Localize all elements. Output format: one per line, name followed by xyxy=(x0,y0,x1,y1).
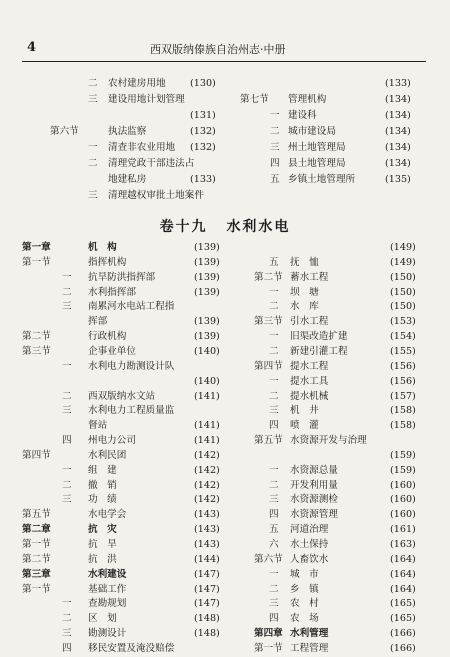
toc-entry-label: 二 xyxy=(269,479,279,491)
toc-entry-label: 二 xyxy=(269,301,279,313)
toc-entry xyxy=(22,448,222,464)
toc-entry-page: (158) xyxy=(390,420,416,432)
toc-entry-label: 六 xyxy=(269,539,279,550)
toc-entry xyxy=(238,314,438,330)
toc-entry-text: 水利民团 xyxy=(88,449,127,461)
toc-column-top-left xyxy=(50,76,240,204)
toc-entry-text: 水土保持 xyxy=(290,539,329,550)
toc-entry xyxy=(240,108,440,124)
toc-entry-text: 水资源总量 xyxy=(290,464,338,476)
toc-entry-text: 督站 xyxy=(88,420,108,432)
toc-entry-text: 建设科 xyxy=(288,110,317,121)
toc-entry xyxy=(238,285,438,301)
toc-entry xyxy=(22,582,222,598)
toc-entry-page: (156) xyxy=(390,360,416,372)
toc-entry xyxy=(22,522,222,538)
toc-entry-text: 水利电力勘测设计队 xyxy=(88,360,175,372)
toc-entry-text: 区 划 xyxy=(88,613,117,625)
toc-entry-label: 三 xyxy=(88,94,98,105)
toc-entry-page: (164) xyxy=(390,583,416,595)
toc-entry-text: 城市建设局 xyxy=(288,126,336,137)
toc-entry-text: 旧渠改造扩建 xyxy=(290,331,348,343)
toc-entry-text: 水资源开发与治理 xyxy=(290,435,367,447)
toc-entry-label: 第四章 xyxy=(254,628,283,640)
toc-entry xyxy=(238,299,438,315)
toc-entry-page: (132) xyxy=(190,142,216,153)
toc-entry-label: 一 xyxy=(62,271,72,283)
toc-entry-page: (142) xyxy=(194,449,220,461)
toc-entry-page: (166) xyxy=(390,628,416,640)
toc-entry-label: 五 xyxy=(270,174,280,185)
toc-entry-text: 乡 镇 xyxy=(290,583,319,595)
toc-entry-label: 三 xyxy=(270,142,280,153)
toc-entry-page: (139) xyxy=(194,242,220,253)
toc-entry-label: 一 xyxy=(269,375,279,387)
toc-entry-text: 蓄水工程 xyxy=(290,271,329,283)
toc-entry-label: 第七节 xyxy=(240,94,269,105)
toc-entry-text: 移民安置及淹没赔偿 xyxy=(88,642,175,654)
toc-entry-label: 一 xyxy=(269,286,279,298)
toc-entry-text: 州土地管理局 xyxy=(288,142,346,153)
toc-entry-page: (160) xyxy=(390,494,416,506)
toc-entry-label: 四 xyxy=(269,613,279,625)
toc-entry xyxy=(238,552,438,568)
toc-entry-label: 四 xyxy=(269,509,279,521)
toc-entry-text: 农 村 xyxy=(290,598,319,610)
toc-entry xyxy=(50,108,250,124)
toc-entry xyxy=(22,374,222,390)
toc-entry-text: 机 构 xyxy=(88,242,117,253)
toc-entry xyxy=(238,537,438,553)
toc-entry-text: 建设用地计划管理 xyxy=(108,94,185,105)
toc-entry-page: (140) xyxy=(194,375,220,387)
toc-entry-text: 抗 洪 xyxy=(88,553,117,565)
toc-entry xyxy=(50,172,250,188)
toc-entry xyxy=(238,255,438,271)
toc-entry-page: (143) xyxy=(194,509,220,521)
toc-entry xyxy=(22,314,222,330)
toc-entry xyxy=(22,611,222,627)
toc-entry-label: 第一节 xyxy=(22,539,51,550)
toc-entry-label: 二 xyxy=(88,158,98,169)
toc-entry-label: 第一节 xyxy=(22,583,51,595)
toc-entry-text: 水利建设 xyxy=(88,568,127,580)
toc-entry-text: 农 场 xyxy=(290,613,319,625)
toc-entry-page: (139) xyxy=(194,286,220,298)
toc-entry-text: 西双版纳水文站 xyxy=(88,390,156,402)
toc-entry-label: 第一章 xyxy=(22,242,51,253)
toc-entry-text: 清理党政干部违法占 xyxy=(108,158,195,169)
toc-entry-text: 州电力公司 xyxy=(88,435,136,447)
toc-entry xyxy=(22,403,222,419)
toc-entry xyxy=(22,641,222,657)
toc-entry-page: (161) xyxy=(390,524,416,536)
toc-entry-page: (149) xyxy=(390,242,416,253)
toc-entry xyxy=(238,329,438,345)
toc-entry xyxy=(22,329,222,345)
toc-entry-text: 指挥机构 xyxy=(88,256,127,268)
toc-entry-label: 一 xyxy=(62,598,72,610)
toc-entry xyxy=(238,270,438,286)
toc-entry-page: (150) xyxy=(390,286,416,298)
toc-entry-page: (135) xyxy=(385,174,411,185)
toc-entry xyxy=(50,156,250,172)
toc-entry xyxy=(238,463,438,479)
toc-entry-label: 二 xyxy=(269,583,279,595)
toc-entry-text: 县土地管理局 xyxy=(288,158,346,169)
toc-entry-label: 第五节 xyxy=(22,509,51,521)
toc-entry-page: (134) xyxy=(385,142,411,153)
toc-entry-text: 新建引灌工程 xyxy=(290,345,348,357)
toc-entry-label: 二 xyxy=(62,390,72,402)
toc-entry-page: (131) xyxy=(190,110,216,121)
toc-entry-label: 三 xyxy=(269,598,279,610)
toc-entry-page: (134) xyxy=(385,110,411,121)
toc-entry-text: 查勘规划 xyxy=(88,598,127,610)
toc-entry xyxy=(22,270,222,286)
toc-entry-text: 水资源管理 xyxy=(290,509,338,521)
toc-entry-page: (159) xyxy=(390,449,416,461)
toc-entry-label: 一 xyxy=(269,464,279,476)
toc-entry xyxy=(22,344,222,360)
toc-entry-page: (154) xyxy=(390,331,416,343)
toc-entry-text: 组 建 xyxy=(88,464,117,476)
volume-name: 水利水电 xyxy=(226,219,291,235)
toc-entry xyxy=(238,374,438,390)
toc-entry xyxy=(22,359,222,375)
toc-entry-label: 二 xyxy=(270,126,280,137)
toc-entry-label: 第四节 xyxy=(22,449,51,461)
toc-entry-label: 第一节 xyxy=(22,256,51,268)
toc-entry-text: 抚 恤 xyxy=(290,256,319,268)
toc-entry-text: 工程管理 xyxy=(290,642,329,654)
toc-entry-page: (142) xyxy=(194,494,220,506)
toc-entry-page: (160) xyxy=(390,509,416,521)
toc-entry-label: 二 xyxy=(62,479,72,491)
toc-entry-text: 水 库 xyxy=(290,301,319,313)
toc-entry xyxy=(238,582,438,598)
page-number: 4 xyxy=(27,40,37,55)
toc-entry-text: 清理越权审批土地案件 xyxy=(108,190,204,201)
toc-entry-label: 一 xyxy=(269,568,279,580)
toc-column-top-right xyxy=(240,76,430,188)
toc-entry-label: 第三章 xyxy=(22,568,51,580)
toc-entry-text: 抗 旱 xyxy=(88,539,117,550)
toc-entry xyxy=(238,522,438,538)
toc-entry-page: (143) xyxy=(194,524,220,536)
toc-entry xyxy=(50,124,250,140)
toc-entry xyxy=(238,389,438,405)
toc-entry xyxy=(238,507,438,523)
toc-entry-label: 第二节 xyxy=(22,331,51,343)
toc-entry-label: 三 xyxy=(269,494,279,506)
toc-entry-label: 五 xyxy=(269,256,279,268)
toc-entry xyxy=(22,478,222,494)
toc-entry xyxy=(50,188,250,204)
toc-entry-page: (164) xyxy=(390,568,416,580)
toc-entry-label: 一 xyxy=(62,464,72,476)
toc-entry-label: 三 xyxy=(62,628,72,640)
toc-entry-label: 四 xyxy=(62,435,72,447)
toc-entry-label: 三 xyxy=(62,494,72,506)
toc-entry-page: (143) xyxy=(194,539,220,550)
toc-entry-text: 喷 灌 xyxy=(290,420,319,432)
toc-entry-page: (142) xyxy=(194,479,220,491)
toc-entry-text: 提水工具 xyxy=(290,375,329,387)
toc-entry xyxy=(22,418,222,434)
toc-entry-text: 清查非农业用地 xyxy=(108,142,176,153)
toc-entry-text: 人畜饮水 xyxy=(290,553,329,565)
toc-entry-page: (147) xyxy=(194,568,220,580)
toc-entry-page: (149) xyxy=(390,256,416,268)
toc-entry xyxy=(240,172,440,188)
toc-entry-page: (166) xyxy=(390,642,416,654)
toc-entry xyxy=(22,537,222,553)
toc-entry-page: (150) xyxy=(390,301,416,313)
toc-entry xyxy=(22,507,222,523)
toc-entry-page: (134) xyxy=(385,94,411,105)
toc-entry xyxy=(240,156,440,172)
toc-entry-text: 抗 灾 xyxy=(88,524,117,536)
toc-entry-page: (165) xyxy=(390,613,416,625)
toc-entry xyxy=(240,92,440,108)
toc-entry xyxy=(22,255,222,271)
toc-entry-page: (164) xyxy=(390,553,416,565)
toc-entry-label: 第一节 xyxy=(254,642,283,654)
toc-entry-label: 第二章 xyxy=(22,524,51,536)
toc-entry-page: (139) xyxy=(194,256,220,268)
toc-entry-label: 第二节 xyxy=(254,271,283,283)
toc-entry-text: 农村建房用地 xyxy=(108,78,166,89)
toc-entry-label: 第五节 xyxy=(254,435,283,447)
toc-entry xyxy=(22,626,222,642)
toc-entry xyxy=(238,492,438,508)
toc-entry-page: (155) xyxy=(390,345,416,357)
toc-entry-label: 第四节 xyxy=(254,360,283,372)
toc-entry-text: 机 井 xyxy=(290,405,319,417)
toc-entry-text: 提水工程 xyxy=(290,360,329,372)
toc-entry-text: 开发利用量 xyxy=(290,479,338,491)
toc-entry xyxy=(22,389,222,405)
toc-entry-page: (150) xyxy=(390,271,416,283)
toc-entry-page: (158) xyxy=(390,405,416,417)
toc-entry xyxy=(238,433,438,449)
toc-entry-page: (157) xyxy=(390,390,416,402)
toc-entry-page: (142) xyxy=(194,464,220,476)
toc-entry xyxy=(22,492,222,508)
toc-entry xyxy=(240,76,440,92)
toc-column-left xyxy=(22,240,237,656)
toc-entry-page: (133) xyxy=(385,78,411,89)
toc-entry xyxy=(238,359,438,375)
toc-entry-page: (139) xyxy=(194,331,220,343)
toc-entry-label: 四 xyxy=(269,420,279,432)
toc-column-right xyxy=(238,240,430,656)
toc-entry-page: (134) xyxy=(385,126,411,137)
toc-entry xyxy=(238,611,438,627)
toc-entry xyxy=(240,124,440,140)
toc-entry-page: (165) xyxy=(390,598,416,610)
toc-entry-text: 管理机构 xyxy=(288,94,327,105)
toc-entry-page: (141) xyxy=(194,435,220,447)
toc-entry-text: 引水工程 xyxy=(290,316,329,328)
toc-entry-text: 水利管理 xyxy=(290,628,329,640)
toc-entry xyxy=(238,240,438,256)
toc-entry xyxy=(238,641,438,657)
toc-entry-label: 第三节 xyxy=(254,316,283,328)
toc-entry-text: 水利电力工程质量监 xyxy=(88,405,175,417)
toc-entry-label: 五 xyxy=(269,524,279,536)
toc-entry xyxy=(238,567,438,583)
toc-entry-text: 南累河水电站工程指 xyxy=(88,301,175,313)
toc-entry-page: (147) xyxy=(194,583,220,595)
toc-entry-page: (141) xyxy=(194,390,220,402)
toc-entry-label: 三 xyxy=(269,405,279,417)
toc-entry-page: (139) xyxy=(194,316,220,328)
toc-entry xyxy=(238,448,438,464)
toc-entry-label: 二 xyxy=(62,613,72,625)
toc-entry-text: 城 市 xyxy=(290,568,319,580)
toc-entry-text: 功 绩 xyxy=(88,494,117,506)
toc-entry-text: 基础工作 xyxy=(88,583,127,595)
toc-entry-page: (147) xyxy=(194,598,220,610)
toc-entry-page: (132) xyxy=(190,126,216,137)
toc-entry-label: 一 xyxy=(270,110,280,121)
toc-entry xyxy=(238,478,438,494)
toc-entry-label: 二 xyxy=(269,345,279,357)
toc-entry xyxy=(50,140,250,156)
book-title: 西双版纳傣族自治州志·中册 xyxy=(150,43,286,56)
page-header xyxy=(0,36,450,58)
toc-entry xyxy=(22,552,222,568)
toc-entry-text: 坝 塘 xyxy=(290,286,319,298)
header-rule xyxy=(22,61,426,62)
toc-entry-text: 水利指挥部 xyxy=(88,286,136,298)
toc-entry-page: (156) xyxy=(390,375,416,387)
toc-entry xyxy=(50,92,250,108)
toc-entry-text: 撤 销 xyxy=(88,479,117,491)
toc-entry xyxy=(22,463,222,479)
toc-entry-label: 一 xyxy=(62,360,72,372)
toc-entry xyxy=(238,344,438,360)
toc-entry-text: 行政机构 xyxy=(88,331,127,343)
toc-entry-text: 企事业单位 xyxy=(88,345,136,357)
toc-entry-page: (148) xyxy=(194,628,220,640)
toc-entry-page: (141) xyxy=(194,420,220,432)
toc-entry-text: 河道治理 xyxy=(290,524,329,536)
toc-entry-page: (153) xyxy=(390,316,416,328)
toc-entry-label: 一 xyxy=(269,331,279,343)
toc-entry xyxy=(22,285,222,301)
toc-entry-page: (134) xyxy=(385,158,411,169)
toc-entry-label: 三 xyxy=(62,405,72,417)
toc-entry-page: (148) xyxy=(194,613,220,625)
toc-entry-label: 三 xyxy=(88,190,98,201)
toc-entry xyxy=(238,596,438,612)
toc-entry-page: (160) xyxy=(390,479,416,491)
toc-entry-text: 乡镇土地管理所 xyxy=(288,174,356,185)
toc-entry-label: 第六节 xyxy=(254,553,283,565)
toc-entry xyxy=(22,567,222,583)
toc-entry-label: 第二节 xyxy=(22,553,51,565)
toc-entry-text: 地建私房 xyxy=(108,174,147,185)
section-title xyxy=(0,216,450,236)
toc-entry xyxy=(22,433,222,449)
toc-entry xyxy=(22,240,222,256)
toc-entry-page: (159) xyxy=(390,464,416,476)
toc-entry-text: 勘测设计 xyxy=(88,628,127,640)
toc-entry xyxy=(238,403,438,419)
toc-entry-page: (130) xyxy=(190,78,216,89)
toc-entry-page: (163) xyxy=(390,539,416,550)
toc-entry-label: 三 xyxy=(62,301,72,313)
toc-entry-label: 四 xyxy=(270,158,280,169)
toc-entry-label: 第六节 xyxy=(50,126,79,137)
toc-entry xyxy=(238,418,438,434)
toc-entry-text: 提水机械 xyxy=(290,390,329,402)
toc-entry-text: 执法监察 xyxy=(108,126,147,137)
toc-entry xyxy=(240,140,440,156)
toc-entry-text: 抗旱防洪指挥部 xyxy=(88,271,156,283)
toc-entry-label: 四 xyxy=(62,642,72,654)
toc-entry-label: 第三节 xyxy=(22,345,51,357)
toc-entry-label: 二 xyxy=(269,390,279,402)
toc-entry-page: (139) xyxy=(194,271,220,283)
toc-entry-page: (140) xyxy=(194,345,220,357)
toc-entry xyxy=(50,76,250,92)
toc-entry-text: 挥部 xyxy=(88,316,108,328)
toc-entry xyxy=(238,626,438,642)
toc-entry-label: 二 xyxy=(88,78,98,89)
toc-entry-text: 水电学会 xyxy=(88,509,127,521)
toc-entry-text: 水资源测检 xyxy=(290,494,338,506)
toc-entry-label: 一 xyxy=(88,142,98,153)
volume-label: 卷十九 xyxy=(159,219,208,235)
toc-entry xyxy=(22,596,222,612)
toc-entry-label: 二 xyxy=(62,286,72,298)
toc-entry xyxy=(22,299,222,315)
toc-entry-page: (133) xyxy=(190,174,216,185)
toc-entry-page: (144) xyxy=(194,553,220,565)
